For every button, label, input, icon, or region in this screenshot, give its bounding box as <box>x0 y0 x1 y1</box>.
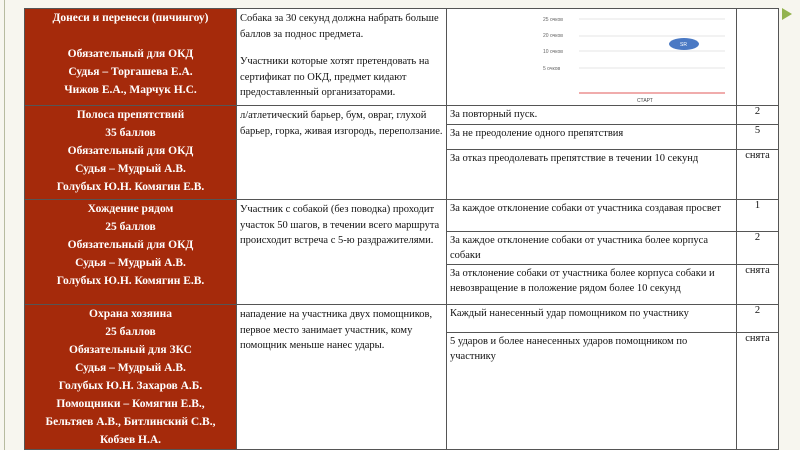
discipline-points: 25 баллов <box>105 221 156 233</box>
discipline-cell-obstacles <box>25 106 237 200</box>
score-zone-label: 25 очков <box>543 17 563 23</box>
dog-marker-label: SR <box>680 42 687 48</box>
helper-line: Помощники – Комягин Е.В., <box>56 398 205 410</box>
criterion-points: снята <box>737 332 779 449</box>
score-zone-label: 5 очков <box>543 66 561 72</box>
judge-line: Голубых Ю.Н. Комягин Е.В. <box>56 181 205 193</box>
criterion-text: 5 ударов и более нанесенных ударов помощником по участнику <box>447 332 737 449</box>
criterion-text: За каждое отклонение собаки от участника создавая просвет <box>447 200 737 232</box>
criterion-points: снята <box>737 265 779 305</box>
judge-line: Голубых Ю.Н. Комягин Е.В. <box>56 275 205 287</box>
discipline-title: Хождение рядом <box>87 203 174 215</box>
criterion-points: 5 <box>737 125 779 150</box>
points-cell-empty <box>737 9 779 106</box>
description-text: Участники которые хотят претендовать на сертификат по ОКД, предмет кидают предоставленный организаторами. <box>240 56 430 98</box>
criterion-text: За не преодоление одного препятствия <box>447 125 737 150</box>
judge-line: Судья – Торгашева Е.А. <box>68 66 193 78</box>
slide-arrow-icon <box>782 8 792 20</box>
field-diagram-cell <box>447 9 737 106</box>
table-row <box>25 200 779 232</box>
judge-line: Чижов Е.А., Марчук Н.С. <box>64 84 197 96</box>
criterion-points: 2 <box>737 232 779 265</box>
discipline-cell-owner-guard <box>25 305 237 450</box>
discipline-title: Охрана хозяина <box>89 308 172 320</box>
helper-line: Кобзев Н.А. <box>99 434 162 446</box>
discipline-cell-fetch <box>25 9 237 106</box>
discipline-line: Обязательный для ОКД <box>67 145 194 157</box>
field-diagram <box>447 9 736 105</box>
criterion-points: 2 <box>737 305 779 333</box>
competition-rules-table <box>24 8 779 450</box>
judge-line: Судья – Мудрый А.В. <box>75 257 186 269</box>
criterion-text: За повторный пуск. <box>447 106 737 125</box>
criterion-text: За отклонение собаки от участника более корпуса собаки и невозвращение в положение рядом более 10 секунд <box>447 265 737 305</box>
criterion-text: За отказ преодолевать препятствие в течении 10 секунд <box>447 150 737 200</box>
discipline-cell-heel <box>25 200 237 305</box>
score-zone-label: 20 очков <box>543 33 563 39</box>
description-cell <box>237 9 447 106</box>
discipline-line: Обязательный для ОКД <box>67 239 194 251</box>
discipline-title: Донеси и перенеси (пичингоу) <box>52 12 209 24</box>
criterion-text: Каждый нанесенный удар помощником по участнику <box>447 305 737 333</box>
description-cell: л/атлетический барьер, бум, овраг, глухой барьер, горка, живая изгородь, переползание. <box>237 106 447 200</box>
discipline-points: 25 баллов <box>105 326 156 338</box>
criterion-points: 1 <box>737 200 779 232</box>
score-zone-label: 10 очков <box>543 49 563 55</box>
criterion-points: 2 <box>737 106 779 125</box>
discipline-points: 35 баллов <box>105 127 156 139</box>
judge-line: Судья – Мудрый А.В. <box>75 362 186 374</box>
table-row <box>25 305 779 333</box>
discipline-title: Полоса препятствий <box>76 109 185 121</box>
judge-line: Голубых Ю.Н. Захаров А.Б. <box>58 380 203 392</box>
description-text: Собака за 30 секунд должна набрать больше баллов за поднос предмета. <box>240 13 439 40</box>
description-cell: Участник с собакой (без поводка) проходит участок 50 шагов, в течении всего маршрута происходит встреча с 5-ю раздражителями. <box>237 200 447 305</box>
description-cell: нападение на участника двух помощников, первое место занимает участник, кому помощник меньше нанес удары. <box>237 305 447 450</box>
table-row <box>25 106 779 125</box>
criterion-text: За каждое отклонение собаки от участника более корпуса собаки <box>447 232 737 265</box>
table-row <box>25 9 779 106</box>
slide-left-rule <box>4 0 5 450</box>
criterion-points: снята <box>737 150 779 200</box>
discipline-line: Обязательный для ЗКС <box>69 344 192 356</box>
judge-line: Судья – Мудрый А.В. <box>75 163 186 175</box>
start-label: СТАРТ <box>637 98 653 104</box>
discipline-line: Обязательный для ОКД <box>67 48 194 60</box>
helper-line: Бельтяев А.В., Битлинский С.В., <box>45 416 216 428</box>
